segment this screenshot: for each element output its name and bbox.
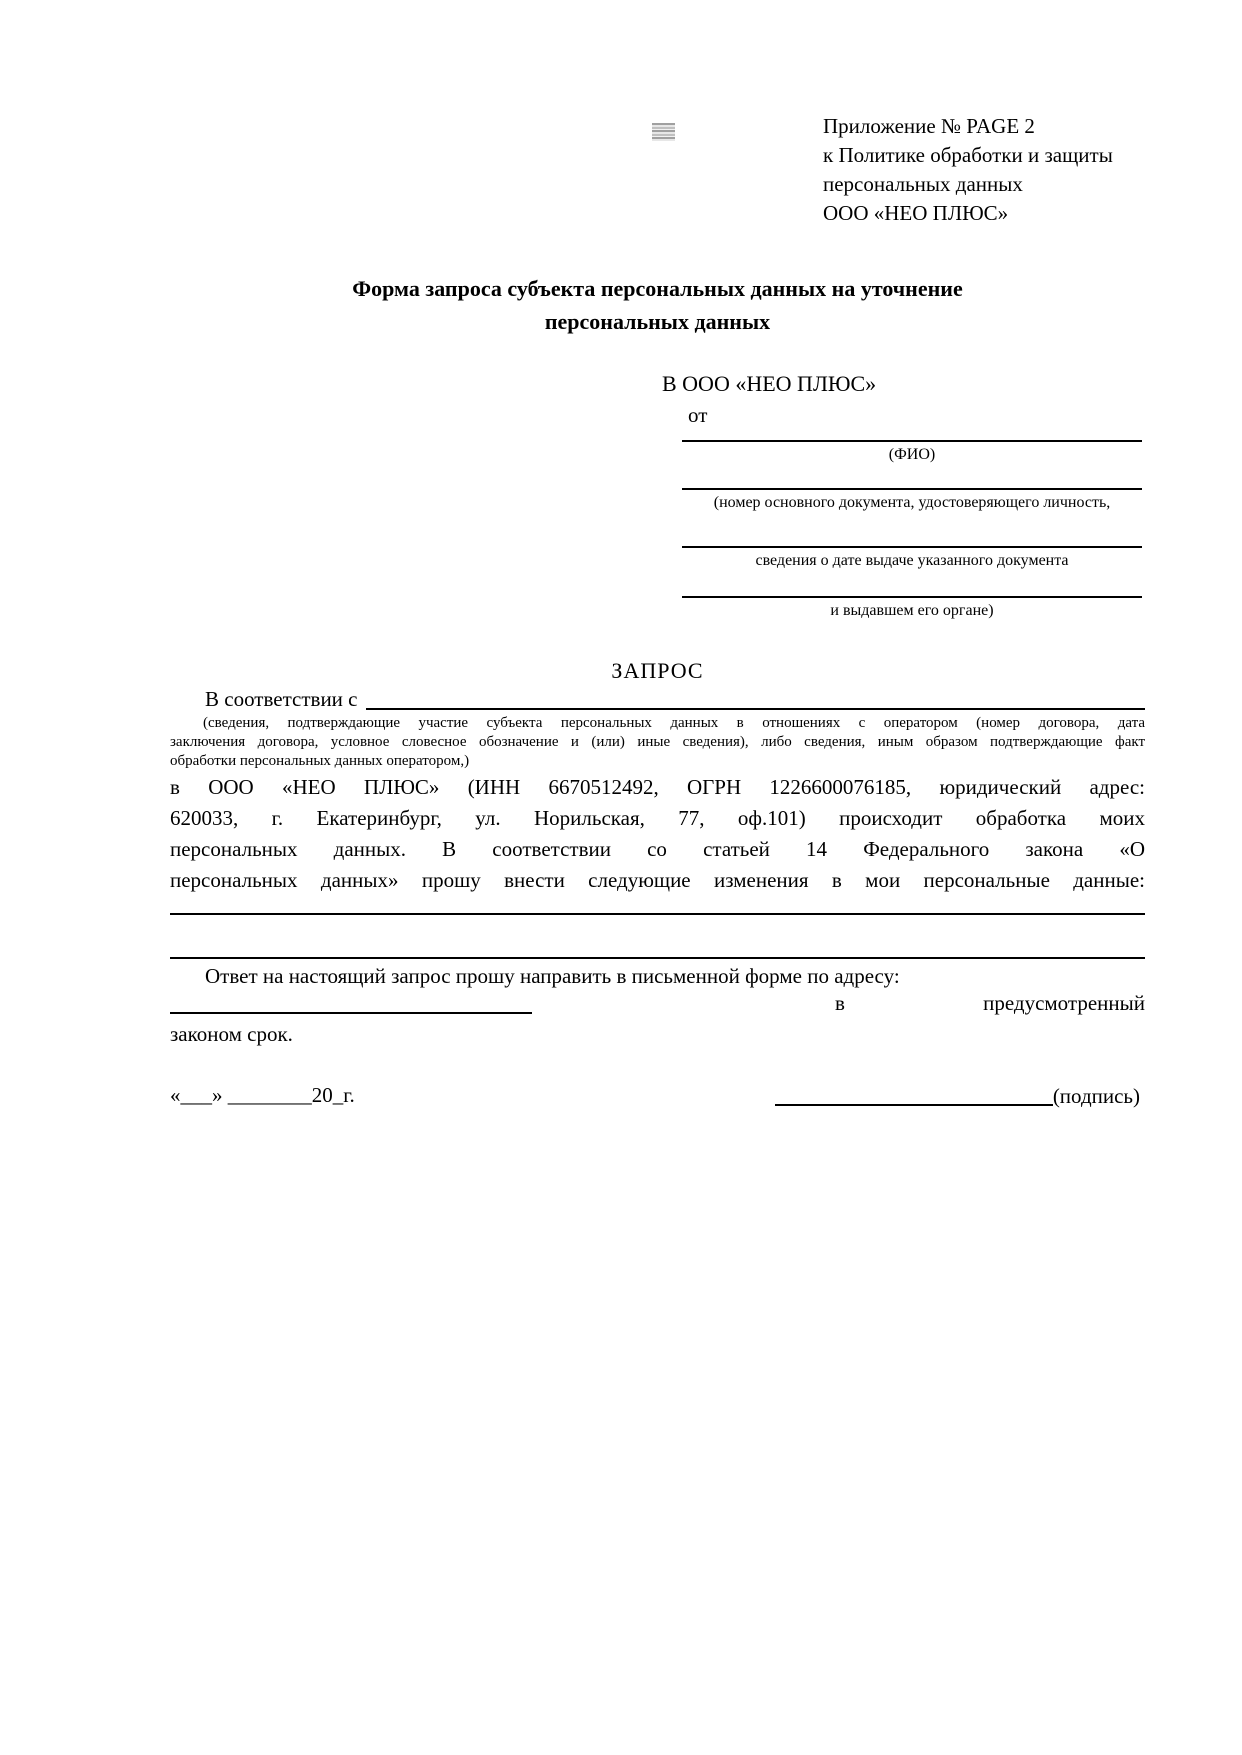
signature-input-line[interactable] [775, 1082, 1053, 1106]
fio-caption: (ФИО) [888, 446, 936, 463]
document-title-line1: Форма запроса субъекта персональных данных на уточнение [352, 276, 963, 301]
signature-area [775, 1082, 1140, 1109]
request-body-line1: в ООО «НЕО ПЛЮС» (ИНН 6670512492, ОГРН 1226600076185, юридический адрес: [170, 775, 1145, 799]
reply-word-in: в [835, 991, 845, 1015]
document-title [170, 272, 1145, 338]
field-document-number [682, 468, 1142, 513]
issue-date-caption: сведения о дате выдаче указанного документа [755, 552, 1069, 569]
basis-footnote-line3: обработки персональных данных оператором,) [170, 753, 470, 769]
issuing-authority-caption: и выдавшем его органе) [830, 602, 994, 619]
issuing-authority-input-line[interactable] [682, 576, 1142, 598]
basis-footnote-line1: (сведения, подтверждающие участие субъекта персональных данных в отношениях с оператором (номер договора, дата [203, 715, 1145, 731]
reply-intro: Ответ на настоящий запрос прошу направить в письменной форме по адресу: [205, 964, 900, 988]
reply-address-row [170, 990, 1145, 1016]
request-body [170, 772, 1145, 896]
reply-end: законом срок. [170, 1022, 293, 1046]
signature-row [170, 1082, 1145, 1112]
document-number-caption: (номер основного документа, удостоверяющего личность, [713, 494, 1111, 511]
document-title-line2: персональных данных [544, 309, 771, 334]
field-code-marker-icon [652, 123, 675, 141]
issue-date-input-line[interactable] [682, 526, 1142, 548]
appendix-company-line: ООО «НЕО ПЛЮС» [823, 201, 1009, 225]
addressee-organization: В ООО «НЕО ПЛЮС» [662, 371, 877, 396]
appendix-header [823, 112, 1113, 228]
date-fill-in[interactable]: «___» ________20_г. [170, 1083, 355, 1107]
appendix-policy-line2: персональных данных [823, 172, 1023, 196]
changes-input-line-2[interactable] [170, 937, 1145, 959]
appendix-policy-line: к Политике обработки и защиты [823, 143, 1113, 167]
request-body-line4: персональных данных» прошу внести следующие изменения в мои персональные данные: [170, 868, 1145, 892]
addressee-from-label: от [688, 403, 708, 427]
reply-address-input-line[interactable] [170, 990, 532, 1014]
request-heading: ЗАПРОС [611, 658, 704, 683]
request-body-line2: 620033, г. Екатеринбург, ул. Норильская, 77, оф.101) происходит обработка моих [170, 806, 1145, 830]
appendix-number-line: Приложение № PAGE 2 [823, 114, 1035, 138]
document-number-input-line[interactable] [682, 468, 1142, 490]
field-issuing-authority [682, 576, 1142, 621]
basis-row [170, 686, 1145, 712]
reply-word-term: предусмотренный [983, 991, 1145, 1015]
signature-caption: (подпись) [1052, 1084, 1140, 1108]
changes-input-line-1[interactable] [170, 893, 1145, 915]
field-issue-date [682, 526, 1142, 571]
basis-footnote-line2: заключения договора, условное словесное обозначение и (или) иные сведения), либо сведения, иным образом подтверждающие факт [170, 734, 1145, 750]
basis-prefix-label: В соответствии с [205, 687, 358, 711]
field-fio [682, 420, 1142, 465]
fio-input-line[interactable] [682, 420, 1142, 442]
basis-footnote [170, 714, 1145, 771]
request-body-line3: персональных данных. В соответствии со статьей 14 Федерального закона «О [170, 837, 1145, 861]
basis-input-line[interactable] [366, 686, 1146, 710]
